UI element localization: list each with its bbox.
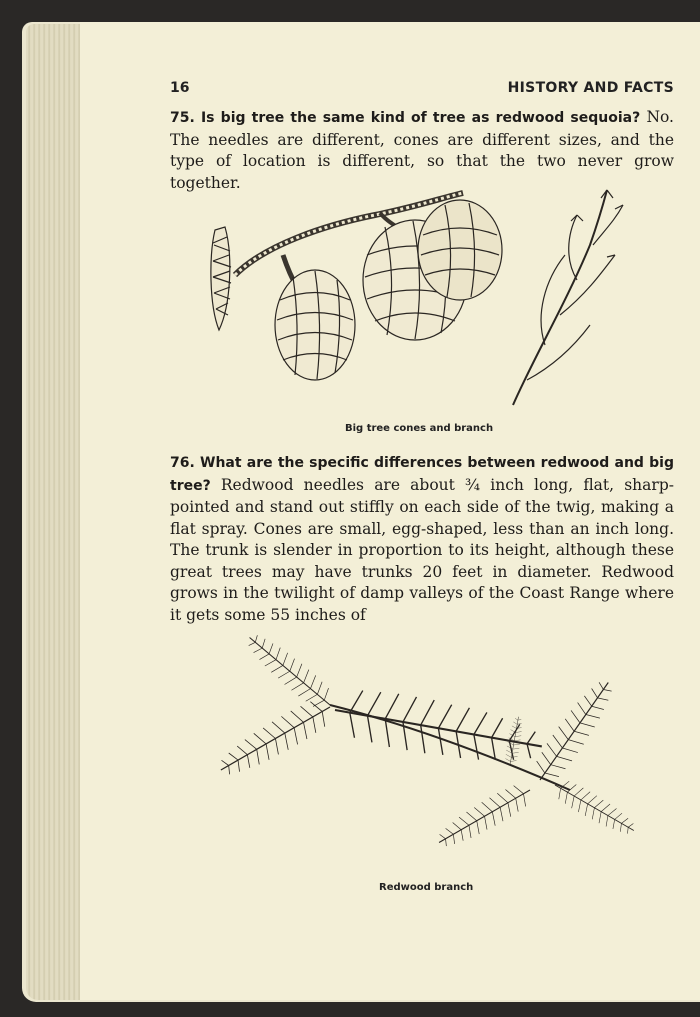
page-number: 16 [170,80,190,96]
question-76-heading: 76. What are the specific differences between redwood and big tree? [170,455,674,494]
figure-1-caption: Big tree cones and branch [345,423,494,434]
big-tree-illustration [205,185,645,425]
question-76 [170,452,674,626]
question-75-answer: No. The needles are different, cones are different sizes, and the type of location is different, so that the two never grow together. [170,108,674,192]
figure-2-caption: Redwood branch [379,882,474,893]
question-75 [170,107,674,194]
running-header [170,80,674,102]
redwood-branch-illustration [210,615,650,875]
question-75-heading: 75. Is big tree the same kind of tree as redwood sequoia? [170,110,641,126]
section-title: HISTORY AND FACTS [507,80,674,96]
question-76-answer: Redwood needles are about ¾ inch long, flat, sharp-pointed and stand out stiffly on each side of the twig, making a flat spray. Cones are small, egg-shaped, less than an inch long. The trunk is slender in proportion to its height, although these great trees may have trunks 20 feet in diameter. Redwood grows in the twilight of damp valleys of the Coast Range where it gets some 55 inches of [170,475,674,624]
page-edges [26,24,86,1000]
